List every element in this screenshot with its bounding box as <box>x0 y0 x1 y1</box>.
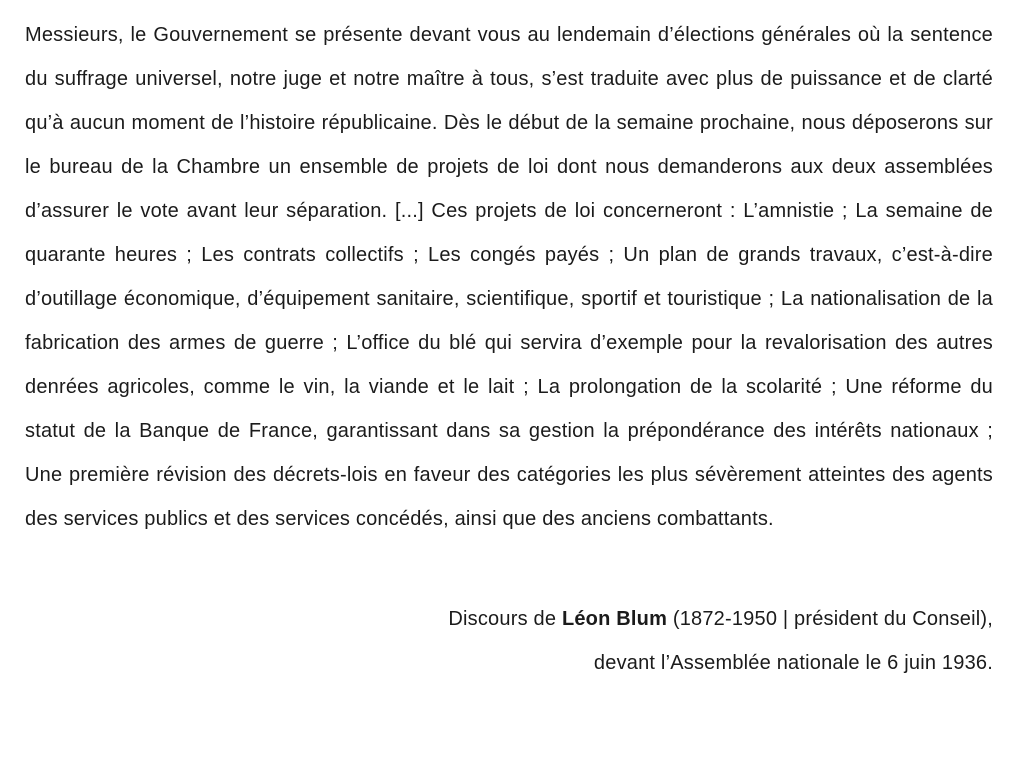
citation-suffix: (1872-1950 | président du Conseil), <box>667 608 993 630</box>
citation-line-2: devant l’Assemblée nationale le 6 juin 1936. <box>593 652 993 674</box>
citation-block <box>25 597 993 685</box>
citation-prefix: Discours de <box>448 608 562 630</box>
speech-paragraph: Messieurs, le Gouvernement se présente devant vous au lendemain d’élections générales où la sentence du suffrage universel, notre juge et notre maître à tous, s’est traduite avec plus de puissance et de clarté qu’à aucun moment de l’histoire républicaine. Dès le début de la semaine prochaine, nous déposerons sur le bureau de la Chambre un ensemble de projets de loi dont nous demanderons aux deux assemblées d’assurer le vote avant leur séparation. [...] Ces projets de loi concerneront : L’amnistie ; La semaine de quarante heures ; Les contrats collectifs ; Les congés payés ; Un plan de grands travaux, c’est-à-dire d’outillage économique, d’équipement sanitaire, scientifique, sportif et touristique ; La nationalisation de la fabrication des armes de guerre ; L’office du blé qui servira d’exemple pour la revalorisation des autres denrées agricoles, comme le vin, la viande et le lait ; La prolongation de la scolarité ; Une réforme du statut de la Banque de France, garantissant dans sa gestion la prépondérance des intérêts nationaux ; Une première révision des décrets-lois en faveur des catégories les plus sévèrement atteintes des agents des services publics et des services concédés, ainsi que des anciens combattants. <box>25 24 993 530</box>
citation-line-1 <box>25 597 993 641</box>
citation-author-name: Léon Blum <box>561 608 668 630</box>
